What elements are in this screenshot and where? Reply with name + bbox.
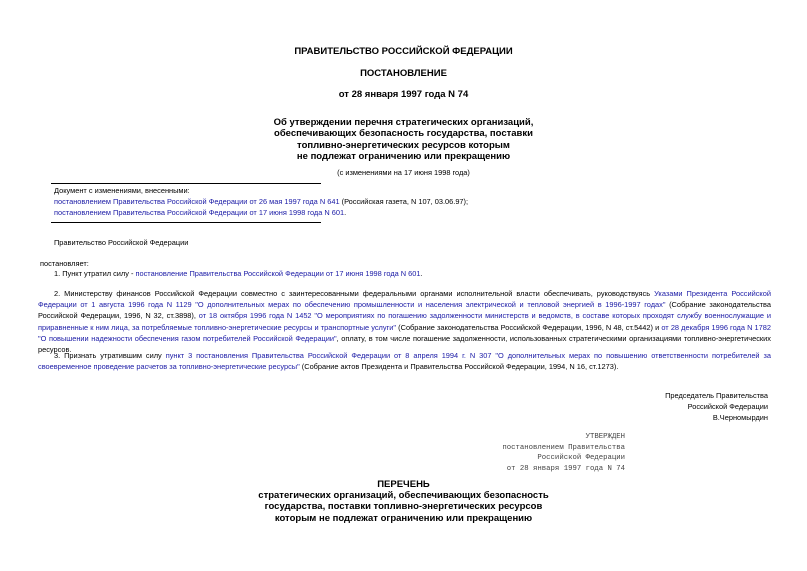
signature-position: Председатель Правительства xyxy=(665,391,768,400)
p2-text: , оплату, в том числе погашение задолженности, использованных стратегическими организациями топливно-энергетических ресурсов. xyxy=(38,333,771,355)
title-line: Об утверждении перечня стратегических организаций, xyxy=(273,117,534,128)
paragraph-1 xyxy=(54,268,423,279)
list-subtitle xyxy=(0,490,807,524)
amendments-intro: Документ с изменениями, внесенными: xyxy=(54,186,190,195)
amendment-suffix: . xyxy=(344,208,347,217)
p1-end: . xyxy=(420,269,423,278)
document-date-number: от 28 января 1997 года N 74 xyxy=(338,89,469,100)
p3-text: 3. Признать утратившим силу xyxy=(54,351,166,360)
approval-line: УТВЕРЖДЕН xyxy=(585,433,625,441)
revision-note: (с изменениями на 17 июня 1998 года) xyxy=(337,168,470,177)
amendment-item xyxy=(54,196,468,207)
resolves-text: постановляет: xyxy=(40,259,89,268)
signature-block xyxy=(665,390,768,424)
list-title: ПЕРЕЧЕНЬ xyxy=(377,479,430,490)
amendment-item xyxy=(54,207,346,218)
government-name: ПРАВИТЕЛЬСТВО РОССИЙСКОЙ ФЕДЕРАЦИИ xyxy=(294,46,513,57)
document-type: ПОСТАНОВЛЕНИЕ xyxy=(360,68,447,79)
p2-link-decree-1782[interactable]: от 28 декабря 1996 года N 1782 "О повышении надежности обеспечения газом потребителей Российской Федерации" xyxy=(38,322,771,343)
p2-text: (Собрание законодательства Российской Федерации, 1996, N 32, ст.3898), xyxy=(38,300,771,321)
amendment-suffix: (Российская газета, N 107, 03.06.97); xyxy=(339,197,469,206)
issuer: Правительство Российской Федерации xyxy=(54,238,189,247)
amendment-link[interactable]: постановлением Правительства Российской Федерации от 26 мая 1997 года N 641 xyxy=(54,197,340,206)
paragraph-3 xyxy=(38,350,771,372)
approval-line: от 28 января 1997 года N 74 xyxy=(506,464,625,473)
list-subtitle-line: стратегических организаций, обеспечивающих безопасность xyxy=(258,490,549,501)
p3-link-resolution-307[interactable]: пункт 3 постановления Правительства Российской Федерации от 8 апреля 1994 г. N 307 "О дополнительных мерах по повышению ответственности потребителей за своевременное проведение расчетов за топливно-энергетические ресурсы" xyxy=(38,351,771,372)
p3-text: (Собрание актов Президента и Правительства Российской Федерации, 1994, N 16, ст.1273). xyxy=(299,362,619,372)
list-subtitle-line: которым не подлежат ограничению или прекращению xyxy=(274,512,533,524)
p1-link[interactable]: постановление Правительства Российской Федерации от 17 июня 1998 года N 601 xyxy=(135,269,421,278)
signature-country: Российской Федерации xyxy=(687,402,768,412)
p2-text: 2. Министерству финансов Российской Федерации совместно с заинтересованными федеральными органами исполнительной власти обеспечивать, руководствуясь xyxy=(54,289,655,298)
approval-line: Российской Федерации xyxy=(537,454,625,463)
title-line: обеспечивающих безопасность государства, поставки xyxy=(274,128,533,140)
p2-link-decree-1129[interactable]: Указами Президента Российской Федерации от 1 августа 1996 года N 1129 "О дополнительных мерах по обеспечению промышленности и населения электрической и тепловой энергией в 1996-1997 годах" xyxy=(38,289,771,310)
divider-bottom xyxy=(51,222,321,223)
signature-name: В.Черномырдин xyxy=(712,413,768,423)
p2-text: (Собрание законодательства Российской Федерации, 1996, N 48, ст.5442) и xyxy=(396,322,662,332)
amendment-link[interactable]: постановлением Правительства Российской Федерации от 17 июня 1998 года N 601 xyxy=(54,208,345,217)
approval-stamp xyxy=(502,432,625,474)
approval-line: постановлением Правительства xyxy=(502,443,625,452)
list-subtitle-line: государства, поставки топливно-энергетических ресурсов xyxy=(264,501,543,513)
document-title xyxy=(0,117,807,163)
title-line: не подлежат ограничению или прекращению xyxy=(296,151,511,163)
p2-link-decree-1452[interactable]: от 18 октября 1996 года N 1452 "О мероприятиях по погашению задолженности министерств и ведомств, в составе которых проходят службу военнослужащие и приравненные к ним лица, за потребляемые топливно-энергетические ресурсы и транспортные услуги" xyxy=(38,311,771,332)
paragraph-2 xyxy=(38,288,771,355)
title-line: топливно-энергетических ресурсов которым xyxy=(297,139,510,151)
p1-text: 1. Пункт утратил силу - xyxy=(54,269,136,278)
divider-top xyxy=(51,183,321,184)
